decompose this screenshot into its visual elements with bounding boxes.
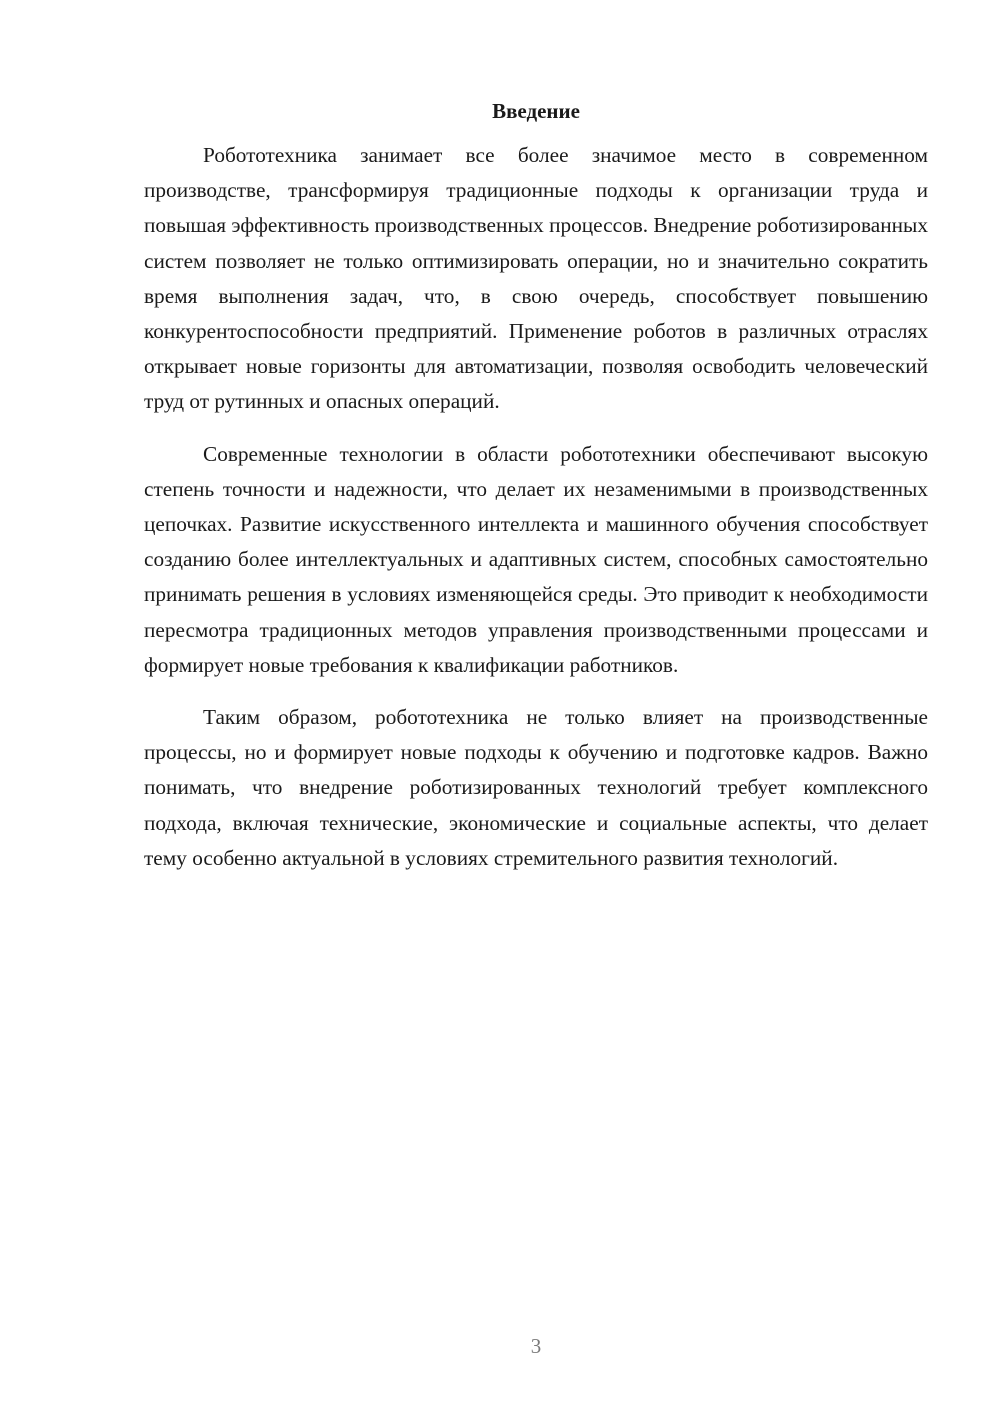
- page-content: [144, 96, 928, 893]
- paragraph-2: Современные технологии в области робототехники обеспечивают высокую степень точности и надежности, что делает их незаменимыми в производственных цепочках. Развитие искусственного интеллекта и машинного обучения способствует созданию более интеллектуальных и адаптивных систем, способных самостоятельно принимать решения в условиях изменяющейся среды. Это приводит к необходимости пересмотра традиционных методов управления производственными процессами и формирует новые требования к квалификации работников.: [144, 441, 928, 677]
- section-title: Введение: [492, 99, 580, 123]
- page-number: 3: [530, 1334, 542, 1358]
- paragraph-3: Таким образом, робототехника не только влияет на производственные процессы, но и формирует новые подходы к обучению и подготовке кадров. Важно понимать, что внедрение роботизированных технологий требует комплексного подхода, включая технические, экономические и социальные аспекты, что делает тему особенно актуальной в условиях стремительного развития технологий.: [144, 705, 928, 870]
- paragraph-1: Робототехника занимает все более значимое место в современном производстве, трансформируя традиционные подходы к организации труда и повышая эффективность производственных процессов. Внедрение роботизированных систем позволяет не только оптимизировать операции, но и значительно сократить время выполнения задач, что, в свою очередь, способствует повышению конкурентоспособности предприятий. Применение роботов в различных отраслях открывает новые горизонты для автоматизации, позволяя освободить человеческий труд от рутинных и опасных операций.: [144, 143, 928, 414]
